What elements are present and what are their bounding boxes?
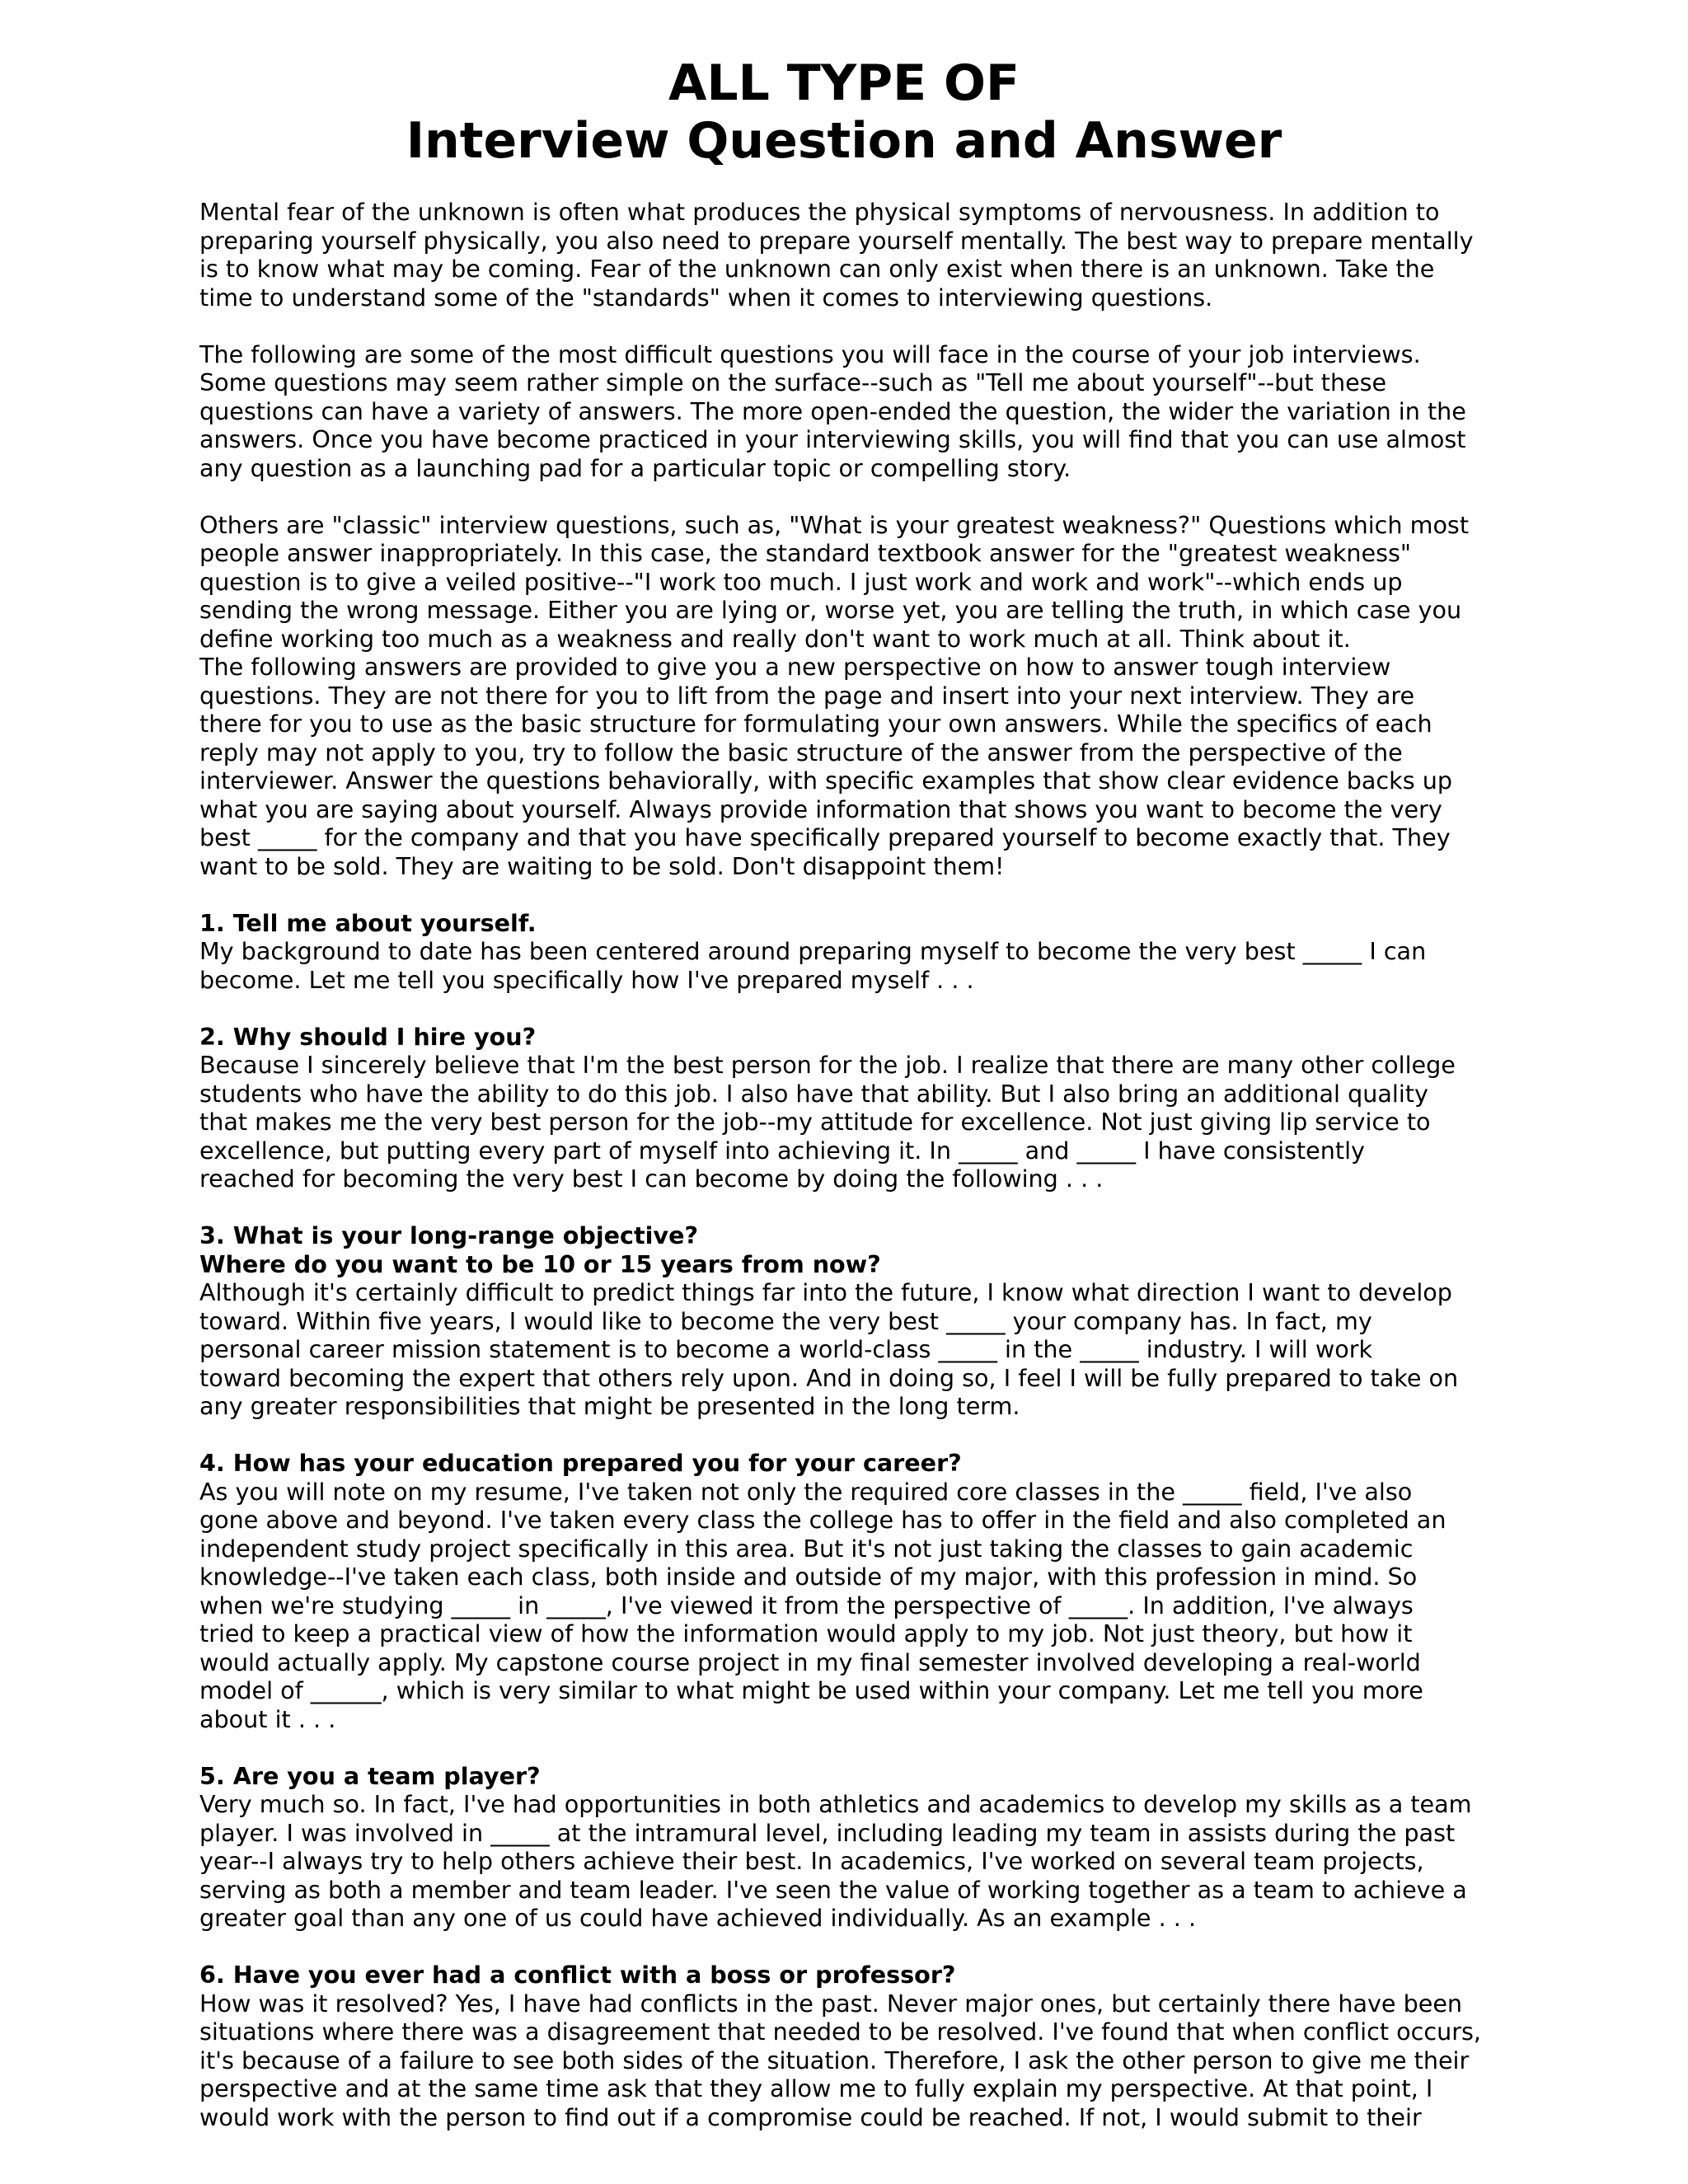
answer-text: As you will note on my resume, I've taken not only the required core classes in the _____ field, I've also gone above and beyond. I've taken every class the college has to offer in the field and also completed an independent study project specifically in this area. But it's not just taking the classes to gain academic knowledge--I've taken each class, both inside and outside of my major, with this profession in mind. So when we're studying _____ in _____, I've viewed it from the perspective of _____. In addition, I've always tried to keep a practical view of how the information would apply to my job. Not just theory, but how it would actually apply. My capstone course project in my final semester involved developing a real-world model of ______, which is very similar to what might be used within your company. Let me tell you more about it . . . — [199, 1477, 1447, 1733]
question-heading: 2. Why should I hire you? — [199, 1022, 537, 1051]
document-body — [199, 198, 1493, 2131]
question-heading: 4. How has your education prepared you for your career? — [199, 1449, 962, 1477]
answer-text: Because I sincerely believe that I'm the best person for the job. I realize that there are many other college students who have the ability to do this job. I also have that ability. But I also bring an additional quality that makes me the very best person for the job--my attitude for excellence. Not just giving lip service to excellence, but putting every part of myself into achieving it. In _____ and _____ I have consistently reached for becoming the very best I can become by doing the following . . . — [199, 1051, 1456, 1193]
question-heading: 6. Have you ever had a conflict with a boss or professor? — [199, 1961, 956, 1989]
intro-paragraph-2: The following are some of the most difficult questions you will face in the course of your job interviews. Some questions may seem rather simple on the surface--such as "Tell me about yourself"--but these questions can have a variety of answers. The more open-ended the question, the wider the variation in the answers. Once you have become practiced in your interviewing skills, you will find that you can use almost any question as a launching pad for a particular topic or compelling story. — [199, 340, 1466, 482]
question-block-2 — [199, 1023, 1493, 1193]
answer-text: Although it's certainly difficult to predict things far into the future, I know what direction I want to develop toward. Within five years, I would like to become the very best _____ your company has. In fact, my personal career mission statement is to become a world-class _____ in the _____ industry. I will work toward becoming the expert that others rely upon. And in doing so, I feel I will be fully prepared to take on any greater responsibilities that might be presented in the long term. — [199, 1278, 1459, 1420]
intro-paragraph-1: Mental fear of the unknown is often what produces the physical symptoms of nervousness. In addition to preparing yourself physically, you also need to prepare yourself mentally. The best way to prepare mentally is to know what may be coming. Fear of the unknown can only exist when there is an unknown. Take the time to understand some of the "standards" when it comes to interviewing questions. — [199, 198, 1474, 312]
question-heading: 5. Are you a team player? — [199, 1761, 541, 1790]
question-heading: 3. What is your long-range objective? Where do you want to be 10 or 15 years from now? — [199, 1221, 881, 1278]
question-block-3 — [199, 1221, 1493, 1421]
question-block-6 — [199, 1961, 1493, 2131]
answer-text: Very much so. In fact, I've had opportunities in both athletics and academics to develop my skills as a team player. I was involved in _____ at the intramural level, including leading my team in assists during the past year--I always try to help others achieve their best. In academics, I've worked on several team projects, serving as both a member and team leader. I've seen the value of working together as a team to achieve a greater goal than any one of us could have achieved individually. As an example . . . — [199, 1790, 1472, 1932]
question-block-1 — [199, 909, 1493, 995]
answer-text: How was it resolved? Yes, I have had conflicts in the past. Never major ones, but certainly there have been situations where there was a disagreement that needed to be resolved. I've found that when conflict occurs, it's because of a failure to see both sides of the situation. Therefore, I ask the other person to give me their perspective and at the same time ask that they allow me to fully explain my perspective. At that point, I would work with the person to find out if a compromise could be reached. If not, I would submit to their — [199, 1989, 1481, 2131]
question-block-5 — [199, 1762, 1493, 1933]
intro-paragraph-3: Others are "classic" interview questions, such as, "What is your greatest weakness?" Questions which most people answer inappropriately. In this case, the standard textbook answer for the "greatest weakness" question is to give a veiled positive--"I work too much. I just work and work and work"--which ends up sending the wrong message. Either you are lying or, worse yet, you are telling the truth, in which case you define working too much as a weakness and really don't want to work much at all. Think about it. — [199, 510, 1470, 653]
answer-text: My background to date has been centered around preparing myself to become the very best _____ I can become. Let me tell you specifically how I've prepared myself . . . — [199, 937, 1427, 994]
intro-paragraph-4: The following answers are provided to give you a new perspective on how to answer tough interview questions. They are not there for you to lift from the page and insert into your next interview. They are there for you to use as the basic structure for formulating your own answers. While the specifics of each reply may not apply to you, try to follow the basic structure of the answer from the perspective of the interviewer. Answer the questions behaviorally, with specific examples that show clear evidence backs up what you are saying about yourself. Always provide information that shows you want to become the very best _____ for the company and that you have specifically prepared yourself to become exactly that. They want to be sold. They are waiting to be sold. Don't disappoint them! — [199, 653, 1452, 880]
title-line-2: Interview Question and Answer — [406, 112, 1282, 170]
question-block-4 — [199, 1449, 1493, 1733]
question-heading: 1. Tell me about yourself. — [199, 908, 537, 937]
title-line-1: ALL TYPE OF — [668, 54, 1020, 112]
